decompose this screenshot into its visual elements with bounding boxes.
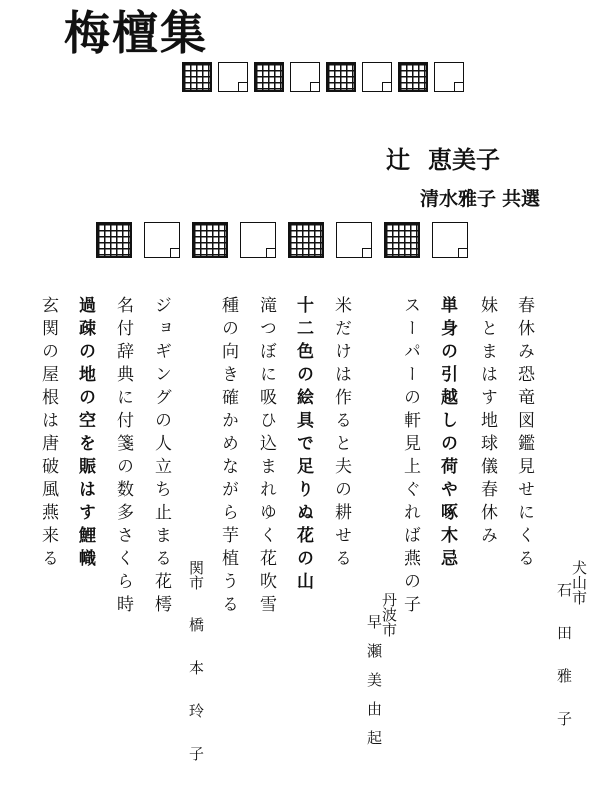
poem-line: 種の向き確かめながら芋植うる (218, 296, 238, 618)
selector-line (300, 184, 540, 211)
poem-line: ジョギングの人立ち止まる花樗 (151, 296, 171, 618)
poem-line: 春休み恐竜図鑑見せにくる (514, 296, 534, 572)
grid-ornament (96, 222, 132, 258)
poem-line: 妹とまはす地球儀春休み (477, 296, 497, 549)
grid-ornament (384, 222, 420, 258)
grid-ornament (326, 62, 356, 92)
selector-label: 共選 (501, 188, 540, 210)
box-ornament (336, 222, 372, 258)
author-line (300, 140, 500, 175)
poem-line: 過疎の地の空を賑はす鯉幟 (75, 296, 95, 572)
poem-line: 単身の引越しの荷や啄木忌 (437, 296, 457, 572)
poet-credit (188, 560, 203, 789)
poet-name: 早瀬美由起 (365, 614, 383, 759)
box-ornament (434, 62, 464, 92)
grid-ornament (182, 62, 212, 92)
poem-line: スーパーの軒見上ぐれば燕の子 (400, 296, 420, 618)
poet-city: 丹波市 (380, 592, 398, 637)
box-ornament (144, 222, 180, 258)
poet-name: 石田雅子 (555, 582, 573, 754)
box-ornament (432, 222, 468, 258)
title-ornament (182, 62, 470, 92)
poem-line: 玄関の屋根は唐破風燕来る (38, 296, 58, 572)
author-family: 辻 (386, 145, 410, 174)
poet-name: 橋本玲子 (187, 616, 205, 789)
author-given: 恵美子 (428, 145, 500, 174)
poem-line: 十二色の絵具で足りぬ花の山 (293, 296, 313, 595)
grid-ornament (254, 62, 284, 92)
box-ornament (240, 222, 276, 258)
grid-ornament (398, 62, 428, 92)
grid-ornament (192, 222, 228, 258)
poet-credit (556, 560, 586, 796)
poem-line: 米だけは作ると夫の耕せる (331, 296, 351, 572)
grid-ornament (288, 222, 324, 258)
page-title: 梅檀集 (64, 6, 208, 60)
box-ornament (218, 62, 248, 92)
poet-city: 関市 (187, 560, 205, 590)
section-ornament (96, 222, 480, 258)
box-ornament (290, 62, 320, 92)
poet-credit (366, 592, 396, 796)
poet-city: 犬山市 (570, 560, 588, 605)
poem-line: 滝つぼに吸ひ込まれゆく花吹雪 (256, 296, 276, 618)
selector-names: 清水雅子 (419, 188, 496, 210)
poem-line: 名付辞典に付箋の数多さくら時 (113, 296, 133, 618)
box-ornament (362, 62, 392, 92)
